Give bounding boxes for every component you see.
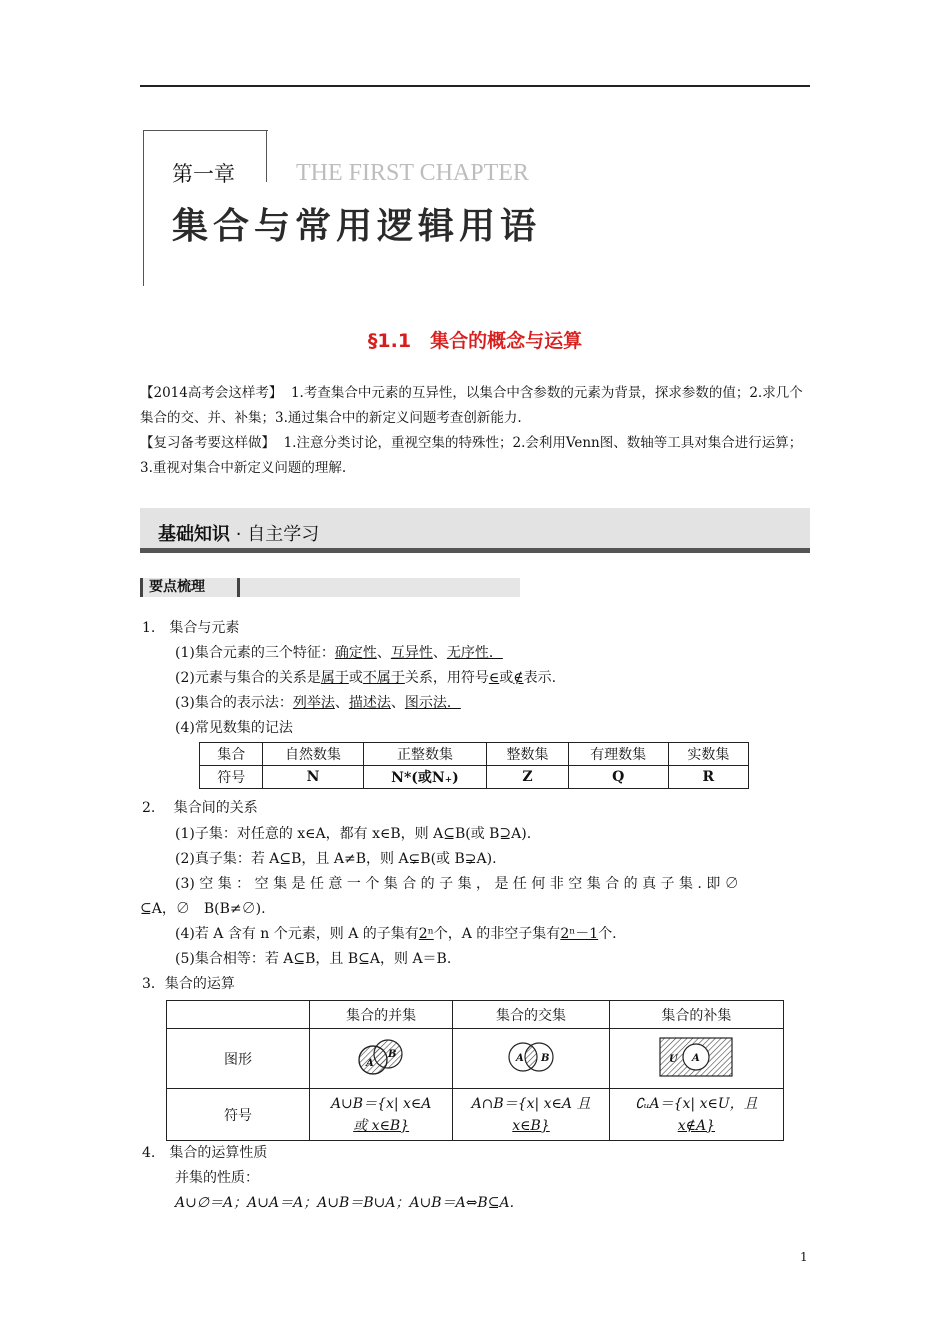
number-set-table: [199, 742, 749, 789]
s2-title: 2. 集合间的关系: [142, 800, 258, 816]
s1-l2-or: 或: [348, 670, 363, 686]
s1-line2: [175, 668, 556, 688]
ns-h2: 正整数集: [363, 743, 487, 766]
s2-l4-pre: (4)若 A 含有 n 个元素，则 A 的子集有: [175, 926, 419, 942]
ops-header-row: [167, 1001, 784, 1029]
complement-formula: [609, 1089, 783, 1141]
band-dot: ·: [235, 524, 242, 545]
union-label-a: A: [366, 1057, 374, 1069]
s4-title: 4. 集合的运算性质: [142, 1145, 268, 1161]
s1-l2-a: 属于: [320, 670, 349, 686]
s1-l3-pre: (3)集合的表示法：: [175, 695, 293, 711]
s2-line1: (1)子集：对任意的 x∈A，都有 x∈B，则 A⊆B(或 B⊇A).: [175, 826, 532, 842]
exam-note-fu-text: 1.注意分类讨论，重视空集的特殊性；2.会利用Venn图、数轴等工具对集合进行运算；3.重视对集合中新定义问题的理解.: [140, 435, 803, 476]
s1-l2-or2: 或: [499, 670, 514, 686]
ns-s5: R: [668, 766, 748, 789]
s2-line3a: (3) 空 集 ： 空 集 是 任 意 一 个 集 合 的 子 集 ， 是 任 何 非 空 集 合 的 真 子 集 . 即 ∅: [175, 876, 739, 892]
s2-l4-a: 2ⁿ: [418, 926, 434, 942]
number-set-header-row: [200, 743, 749, 766]
comp-l1: ∁ᵤA＝{x| x∈U，且: [635, 1095, 758, 1112]
comp-l2: x∉A}: [677, 1117, 715, 1134]
s1-title: 1. 集合与元素: [142, 620, 240, 636]
ops-h2: 集合的交集: [453, 1001, 609, 1029]
s1-l3-c: 图示法．: [404, 695, 461, 711]
s1-line3: (3)集合的表示法：列举法、描述法、图示法．: [175, 695, 461, 711]
s1-l2-s2: ∉: [513, 670, 524, 686]
s1-l1-pre: (1)集合元素的三个特征：: [175, 645, 335, 661]
s3-title: 3．集合的运算: [142, 976, 235, 992]
band-bold: 基础知识: [158, 524, 230, 545]
page-number: 1: [800, 1250, 808, 1264]
chapter-english: THE FIRST CHAPTER: [296, 160, 529, 186]
ops-sym-label: 符号: [167, 1089, 310, 1141]
top-rule: [140, 85, 810, 87]
band-rest: 自主学习: [247, 524, 320, 545]
s1-l1-a: 确定性: [334, 645, 377, 661]
subheading-right-mark: [237, 578, 240, 597]
ops-h3: 集合的补集: [609, 1001, 783, 1029]
s2-l4-post: 个.: [598, 926, 617, 942]
comp-label-a: A: [692, 1052, 701, 1064]
ops-figure-row: [167, 1029, 784, 1089]
exam-note-kao: [140, 381, 812, 431]
exam-note-fu-label: 【复习备考要这样做】: [140, 435, 275, 451]
ops-fig-label: 图形: [167, 1029, 310, 1089]
s2-l4-b: 2ⁿ－1: [560, 926, 599, 942]
s1-l2-s1: ∈: [488, 670, 500, 686]
s2-line3b: ⊆A，∅ B(B≠∅).: [140, 901, 266, 917]
inter-l1: A∩B＝{x| x∈A 且: [471, 1095, 591, 1112]
s1-l2-pre: (2)元素与集合的关系是: [175, 670, 321, 686]
s2-line5: (5)集合相等：若 A⊆B，且 B⊆A，则 A＝B.: [175, 951, 452, 967]
chapter-title: 集合与常用逻辑用语: [172, 206, 542, 247]
s1-l1-b: 互异性: [390, 645, 433, 661]
union-l2: 或 x∈B}: [353, 1117, 410, 1134]
section-title: §1.1 集合的概念与运算: [367, 330, 583, 352]
s4-sub: 并集的性质：: [175, 1170, 259, 1186]
s4-formula: A∪∅＝A；A∪A＝A；A∪B＝B∪A；A∪B＝A⇔B⊆A.: [175, 1195, 515, 1211]
intersection-venn-diagram: [496, 1037, 566, 1077]
union-venn-diagram: [351, 1037, 411, 1077]
union-label-b: B: [388, 1048, 397, 1060]
ns-s3: Z: [487, 766, 568, 789]
s1-l2-post: 表示.: [523, 670, 557, 686]
s1-l3-b: 描述法: [348, 695, 391, 711]
section-band-bar: [140, 548, 810, 553]
ops-h0: [167, 1001, 310, 1029]
ns-s1: N: [263, 766, 363, 789]
ops-symbol-row: [167, 1089, 784, 1141]
section-band-title: [158, 520, 319, 546]
number-set-symbol-row: [200, 766, 749, 789]
s1-line1: (1)集合元素的三个特征：确定性、互异性、无序性．: [175, 645, 503, 661]
s2-line2: (2)真子集：若 A⊆B，且 A≠B，则 A⊊B(或 B⊋A).: [175, 851, 497, 867]
exam-note-fu: [140, 431, 812, 481]
ns-h1: 自然数集: [263, 743, 363, 766]
union-l1: A∪B＝{x| x∈A: [330, 1095, 432, 1112]
union-formula: [310, 1089, 453, 1141]
s1-l2-b: 不属于: [362, 670, 405, 686]
complement-venn-diagram: [656, 1035, 736, 1079]
chapter-frame-divider: [266, 130, 267, 182]
ns-s2: N*(或N₊): [363, 766, 487, 789]
s2-line4: [175, 924, 617, 944]
ns-s0: 符号: [200, 766, 263, 789]
ns-h4: 有理数集: [568, 743, 668, 766]
s1-l3-a: 列举法: [292, 695, 335, 711]
subheading-left-mark: [140, 578, 143, 597]
exam-note-kao-text: 1.考查集合中元素的互异性，以集合中含参数的元素为背景，探求参数的值；2.求几个集合的交、并、补集；3.通过集合中的新定义问题考查创新能力.: [140, 385, 803, 426]
s1-l1-c: 无序性．: [446, 645, 503, 661]
s2-l4-mid: 个，A 的非空子集有: [433, 926, 561, 942]
intersection-venn: [453, 1029, 609, 1089]
ns-h5: 实数集: [668, 743, 748, 766]
intersection-formula: [453, 1089, 609, 1141]
complement-venn: [609, 1029, 783, 1089]
inter-label-b: B: [541, 1052, 550, 1064]
exam-notes: [140, 381, 812, 481]
ns-s4: Q: [568, 766, 668, 789]
ns-h0: 集合: [200, 743, 263, 766]
union-venn: [310, 1029, 453, 1089]
comp-label-u: U: [669, 1053, 679, 1065]
set-operations-table: [166, 1000, 784, 1141]
exam-note-kao-label: 【2014高考会这样考】: [140, 385, 283, 401]
ops-h1: 集合的并集: [310, 1001, 453, 1029]
ns-h3: 整数集: [487, 743, 568, 766]
chapter-number: 第一章: [172, 162, 235, 186]
s1-line4: (4)常见数集的记法: [175, 720, 293, 736]
inter-l2: x∈B}: [512, 1117, 550, 1134]
subheading: 要点梳理: [149, 579, 205, 595]
inter-label-a: A: [516, 1052, 524, 1064]
s1-l2-mid: 关系，用符号: [404, 670, 489, 686]
